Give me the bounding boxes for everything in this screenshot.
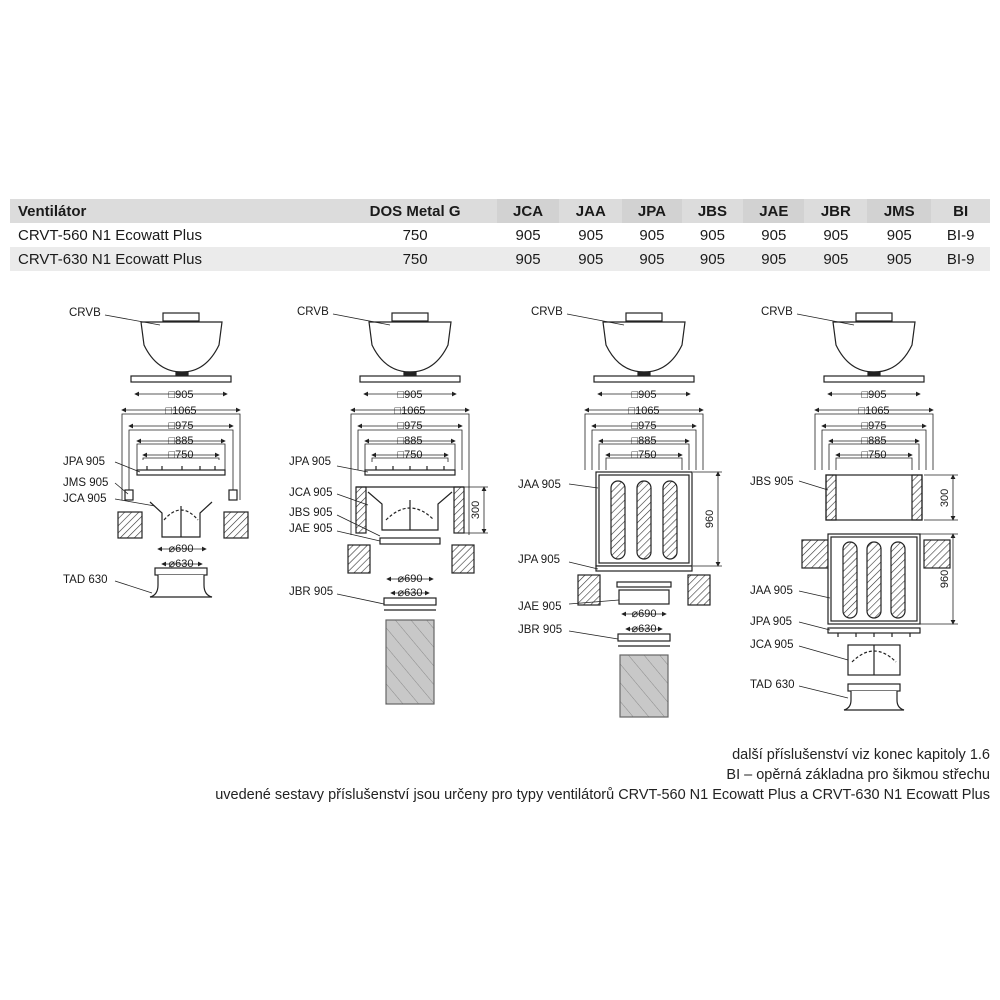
column-header: JAE [743,199,804,223]
crvb-fan [824,313,924,382]
table-cell: 905 [578,226,604,244]
dim-905: □905 [168,389,194,401]
table-cell: 905 [639,226,665,244]
duct [386,620,434,704]
dim-905: □905 [631,389,657,401]
label-jpa: JPA 905 [518,554,560,566]
table-header-row [10,199,990,223]
crvb-fan [594,313,694,382]
jpa-plate [137,466,225,475]
column-header: BI [931,199,990,223]
label-jbr: JBR 905 [518,624,563,636]
table-cell: 905 [699,226,725,244]
column-header: JMS [867,199,931,223]
label-crvb: CRVB [761,306,793,318]
table-cell: 750 [334,247,497,271]
table-cell: 905 [886,226,912,244]
column-header: JBS [682,199,743,223]
label-jpa: JPA 905 [750,616,792,628]
table-cell: 905 [867,247,931,271]
column-header: JPA [622,199,682,223]
label-jbs: JBS 905 [750,476,794,488]
accessory-table [10,199,990,271]
dim-300: 300 [470,500,482,520]
table-cell: 905 [559,247,622,271]
jpa-plate [596,566,692,571]
dim-1065: □1065 [628,405,660,417]
table-cell: 905 [804,247,867,271]
table-cell: 750 [402,226,428,244]
table-row [10,247,990,271]
table-row [10,223,990,247]
assembly-3 [567,313,722,717]
jpa-plate [828,628,920,637]
dim-630: ⌀630 [631,623,657,635]
jaa-silencer [828,534,920,624]
dim-630: ⌀630 [397,587,423,599]
crvb-fan [131,313,231,382]
table-cell: BI-9 [946,226,975,244]
label-jca: JCA 905 [63,493,107,505]
label-jpa: JPA 905 [289,456,331,468]
column-header: JAA [559,199,622,223]
jae-plate [617,582,671,604]
table-cell: 905 [823,226,849,244]
dim-1065: □1065 [858,405,890,417]
dim-885: □885 [861,435,887,447]
label-jca: JCA 905 [289,487,333,499]
dim-885: □885 [631,435,657,447]
jbr-flange [618,634,670,646]
roof-walls [348,545,474,573]
label-jae: JAE 905 [289,523,333,535]
dim-885: □885 [168,435,194,447]
table-cell: CRVT-630 N1 Ecowatt Plus [10,247,334,271]
dim-750: □750 [861,449,887,461]
column-header: JBR [804,199,867,223]
label-crvb: CRVB [69,307,101,319]
dim-690: ⌀690 [397,573,423,585]
label-jaa: JAA 905 [750,585,793,597]
jbs-frame [826,475,922,520]
jca-damper [848,645,900,675]
label-jbr: JBR 905 [289,586,334,598]
dim-1065: □1065 [394,405,426,417]
tad-transition [150,568,212,597]
dim-750: □750 [631,449,657,461]
dim-630: ⌀630 [168,558,194,570]
dim-975: □975 [631,420,657,432]
label-jbs: JBS 905 [289,507,333,519]
column-header: Ventilátor [10,199,334,223]
dim-905: □905 [861,389,887,401]
dim-975: □975 [397,420,423,432]
label-jms: JMS 905 [63,477,109,489]
dim-885: □885 [397,435,423,447]
note-line: další příslušenství viz konec kapitoly 1.6 [732,747,990,763]
assembly-2 [333,313,488,704]
dim-960: 960 [704,509,716,529]
label-crvb: CRVB [531,306,563,318]
jbr-flange [384,598,436,610]
dim-750: □750 [397,449,423,461]
jae-plate [380,538,440,544]
dim-300: 300 [939,488,951,508]
label-tad: TAD 630 [63,574,108,586]
tad-transition [844,684,904,710]
dim-975: □975 [168,420,194,432]
jca-damper [150,502,212,537]
dim-690: ⌀690 [168,543,194,555]
column-header: DOS Metal G [334,199,497,223]
table-cell: 905 [622,247,682,271]
table-cell: 905 [743,247,804,271]
jaa-silencer [596,472,692,566]
jms-frame [125,490,237,500]
label-tad: TAD 630 [750,679,795,691]
label-jca: JCA 905 [750,639,794,651]
table-cell: 905 [515,226,541,244]
table-cell: 905 [682,247,743,271]
footnotes [30,745,990,805]
jpa-plate [365,466,455,475]
label-jpa: JPA 905 [63,456,105,468]
table-cell: BI-9 [931,247,990,271]
label-jaa: JAA 905 [518,479,561,491]
dim-975: □975 [861,420,887,432]
dim-905: □905 [397,389,423,401]
duct [620,655,668,717]
table-cell: CRVT-560 N1 Ecowatt Plus [18,226,202,244]
column-header: JCA [497,199,560,223]
assembly-diagram [0,290,1000,730]
note-line: BI – opěrná základna pro šikmou střechu [726,767,990,783]
dim-690: ⌀690 [631,608,657,620]
jca-damper [368,492,452,530]
assembly-4 [797,313,958,710]
label-crvb: CRVB [297,306,329,318]
dim-1065: □1065 [165,405,197,417]
crvb-fan [360,313,460,382]
label-jae: JAE 905 [518,601,562,613]
table-cell: 905 [497,247,560,271]
dim-750: □750 [168,449,194,461]
dim-960: 960 [939,569,951,589]
table-cell: 905 [761,226,787,244]
note-line: uvedené sestavy příslušenství jsou určeny pro typy ventilátorů CRVT-560 N1 Ecowatt Plus a CRVT-630 N1 Ecowatt Plus [215,787,990,803]
